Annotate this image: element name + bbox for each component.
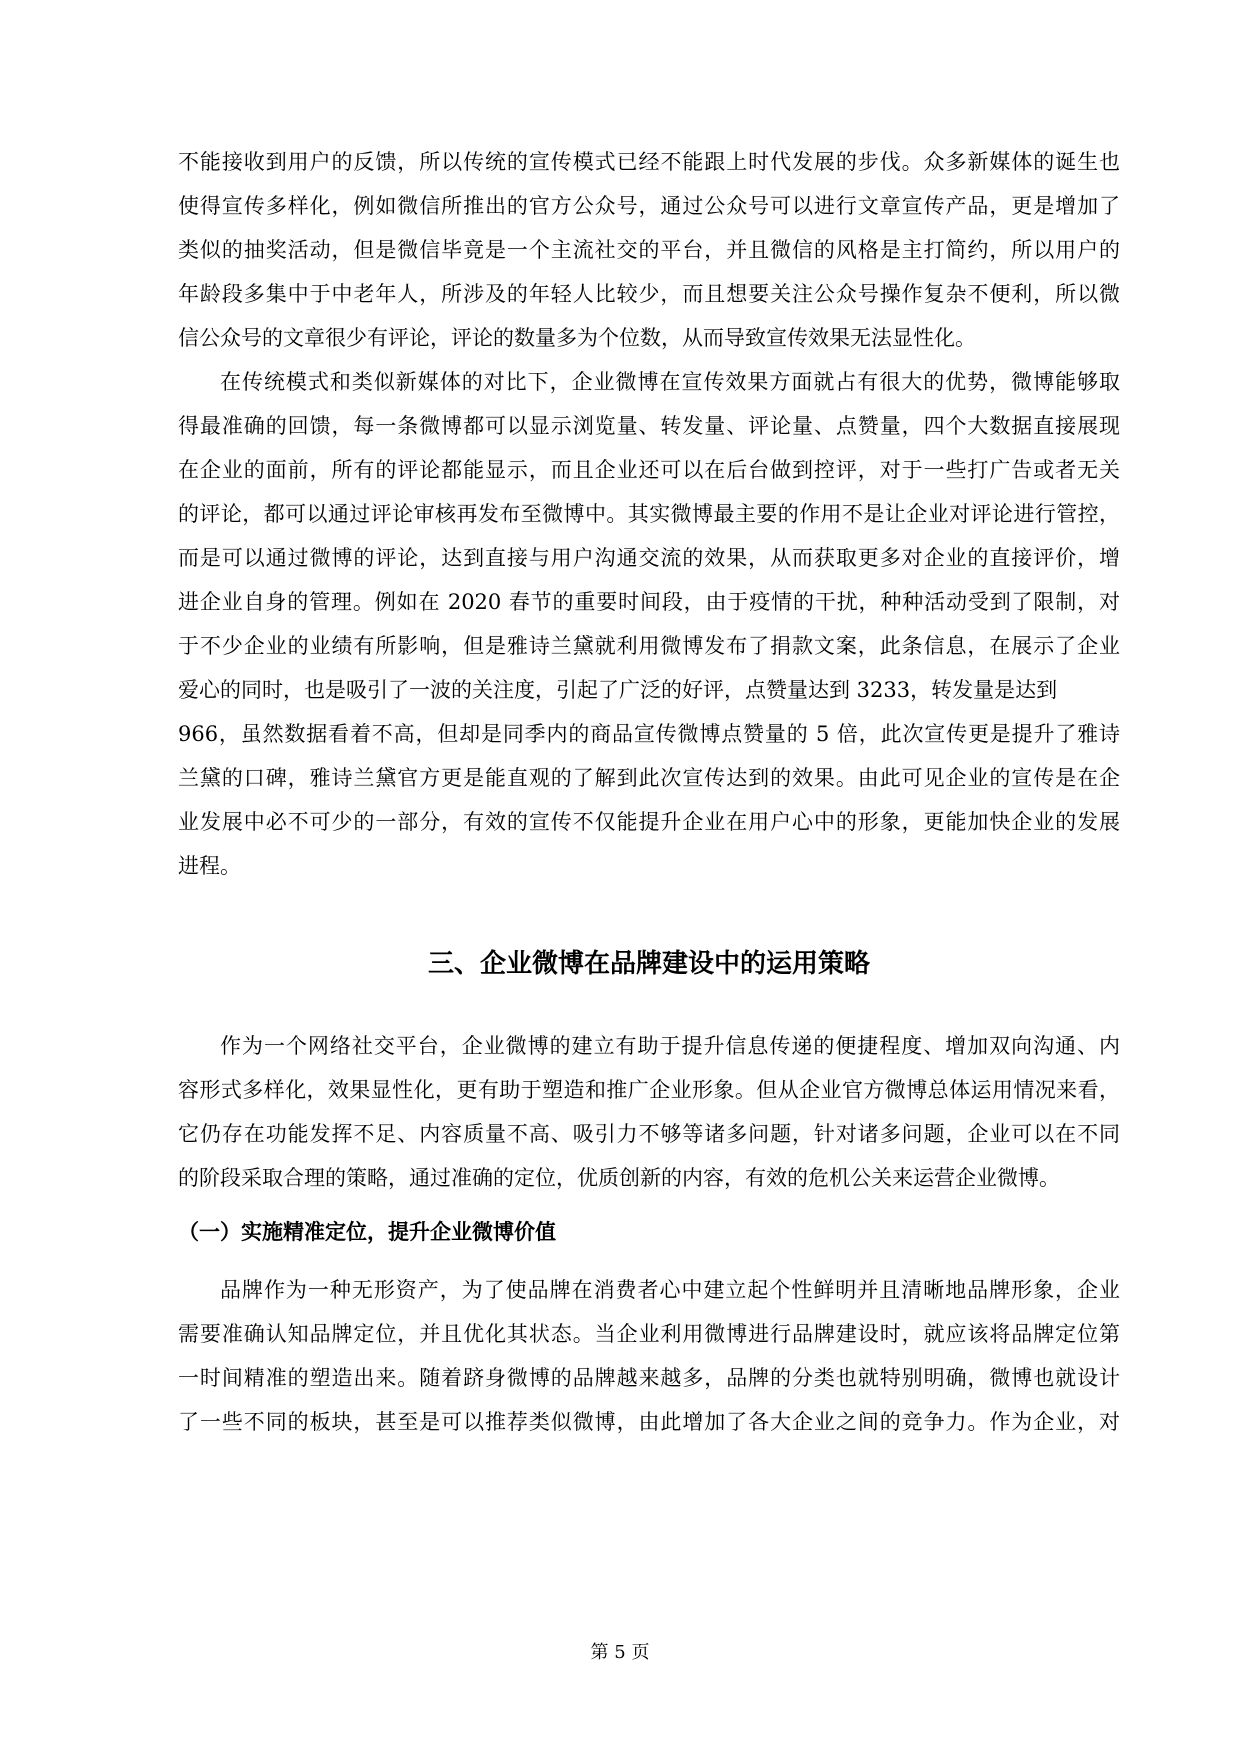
paragraph-line: 作为一个网络社交平台，企业微博的建立有助于提升信息传递的便捷程度、增加双向沟通、内 [220, 1034, 1120, 1058]
paragraph-line: 而是可以通过微博的评论，达到直接与用户沟通交流的效果，从而获取更多对企业的直接评价，增 [178, 546, 1120, 570]
page-content [178, 144, 1120, 1448]
paragraph-line: 它仍存在功能发挥不足、内容质量不高、吸引力不够等诸多问题，针对诸多问题，企业可以在不同 [178, 1122, 1120, 1146]
paragraph-4 [178, 1272, 1120, 1448]
paragraph-line: 不能接收到用户的反馈，所以传统的宣传模式已经不能跟上时代发展的步伐。众多新媒体的诞生也 [178, 150, 1120, 174]
paragraph-line: 在企业的面前，所有的评论都能显示，而且企业还可以在后台做到控评，对于一些打广告或者无关 [178, 458, 1120, 482]
paragraph-line: 于不少企业的业绩有所影响，但是雅诗兰黛就利用微博发布了捐款文案，此条信息，在展示了企业 [178, 634, 1120, 658]
paragraph-line: 了一些不同的板块，甚至是可以推荐类似微博，由此增加了各大企业之间的竞争力。作为企业，对 [178, 1410, 1120, 1434]
paragraph-line: 信公众号的文章很少有评论，评论的数量多为个位数，从而导致宣传效果无法显性化。 [178, 326, 976, 350]
paragraph-line: 得最准确的回馈，每一条微博都可以显示浏览量、转发量、评论量、点赞量，四个大数据直接展现 [178, 414, 1120, 438]
paragraph-3 [178, 1028, 1120, 1204]
paragraph-line: 的阶段采取合理的策略，通过准确的定位，优质创新的内容，有效的危机公关来运营企业微博。 [178, 1166, 1060, 1190]
paragraph-line: 容形式多样化，效果显性化，更有助于塑造和推广企业形象。但从企业官方微博总体运用情况来看， [178, 1078, 1120, 1102]
subsection-heading: （一）实施精准定位，提升企业微博价值 [178, 1220, 556, 1244]
paragraph-line: 品牌作为一种无形资产，为了使品牌在消费者心中建立起个性鲜明并且清晰地品牌形象，企业 [220, 1278, 1120, 1302]
paragraph-line: 兰黛的口碑，雅诗兰黛官方更是能直观的了解到此次宣传达到的效果。由此可见企业的宣传是在企 [178, 766, 1120, 790]
paragraph-line: 需要准确认知品牌定位，并且优化其状态。当企业利用微博进行品牌建设时，就应该将品牌定位第 [178, 1322, 1120, 1346]
paragraph-line: 进程。 [178, 854, 241, 878]
paragraph-line: 年龄段多集中于中老年人，所涉及的年轻人比较少，而且想要关注公众号操作复杂不便利，所以微 [178, 282, 1120, 306]
paragraph-line: 一时间精准的塑造出来。随着跻身微博的品牌越来越多，品牌的分类也就特别明确，微博也就设计 [178, 1366, 1120, 1390]
paragraph-2 [178, 364, 1120, 892]
paragraph-1 [178, 144, 1120, 364]
paragraph-line: 爱心的同时，也是吸引了一波的关注度，引起了广泛的好评，点赞量达到 3233，转发量是达到 [178, 678, 1058, 702]
paragraph-line: 的评论，都可以通过评论审核再发布至微博中。其实微博最主要的作用不是让企业对评论进行管控， [178, 502, 1120, 526]
paragraph-line: 类似的抽奖活动，但是微信毕竟是一个主流社交的平台，并且微信的风格是主打简约，所以用户的 [178, 238, 1120, 262]
paragraph-line: 966，虽然数据看着不高，但却是同季内的商品宣传微博点赞量的 5 倍，此次宣传更是提升了雅诗 [178, 722, 1120, 746]
paragraph-line: 进企业自身的管理。例如在 2020 春节的重要时间段，由于疫情的干扰，种种活动受到了限制，对 [178, 590, 1120, 614]
section-heading: 三、企业微博在品牌建设中的运用策略 [427, 949, 870, 979]
paragraph-line: 在传统模式和类似新媒体的对比下，企业微博在宣传效果方面就占有很大的优势，微博能够取 [220, 370, 1120, 394]
paragraph-line: 业发展中必不可少的一部分，有效的宣传不仅能提升企业在用户心中的形象，更能加快企业的发展 [178, 810, 1120, 834]
page-number: 第 5 页 [590, 1642, 650, 1663]
paragraph-line: 使得宣传多样化，例如微信所推出的官方公众号，通过公众号可以进行文章宣传产品，更是增加了 [178, 194, 1120, 218]
